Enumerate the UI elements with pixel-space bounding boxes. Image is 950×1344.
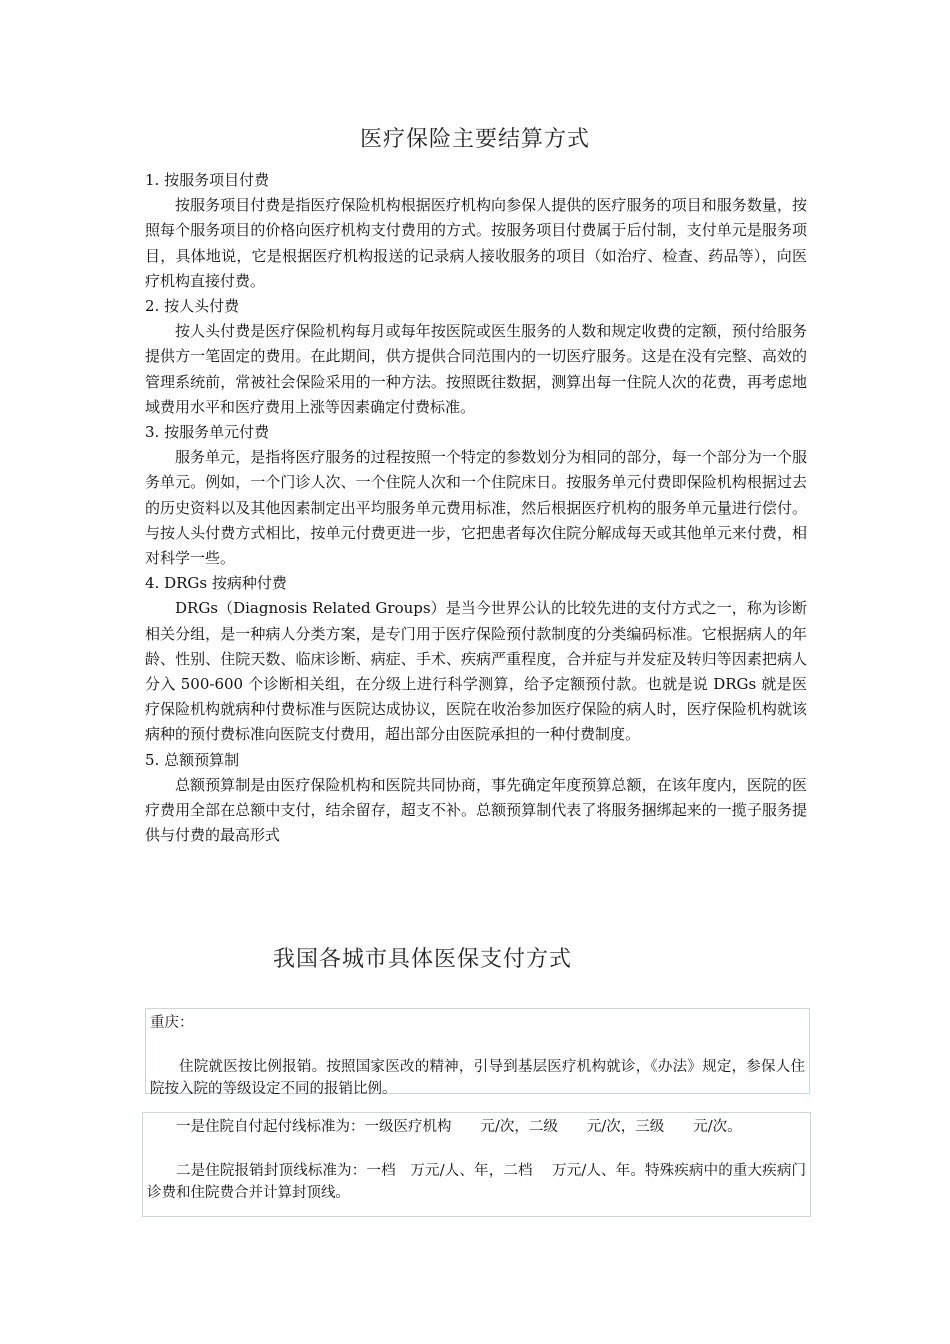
document-title: 医疗保险主要结算方式	[359, 127, 590, 152]
section-heading-3: 3. 按服务单元付费	[145, 423, 270, 442]
section-body-5: 总额预算制是由医疗保险机构和医院共同协商，事先确定年度预算总额，在该年度内，医院的医疗费用全部在总额中支付，结余留存，超支不补。总额预算制代表了将服务捆绑起来的一揽子服务提供与付费的最高形式	[145, 775, 807, 845]
threshold-text: 一是住院自付起付线标准为：一级医疗机构 元/次，二级 元/次，三级 元/次。	[176, 1119, 742, 1135]
section-heading-5: 5. 总额预算制	[145, 750, 240, 769]
section-title-cities: 我国各城市具体医保支付方式	[272, 947, 572, 972]
spacer	[147, 1138, 806, 1160]
payment-standard-box	[142, 1112, 811, 1217]
cap-text: 二是住院报销封顶线标准为：一档 万元/人、年，二档 万元/人、年。特殊疾病中的重大疾病门诊费和住院费合并计算封顶线。	[147, 1163, 806, 1201]
document-body	[145, 168, 807, 848]
section-body-1: 按服务项目付费是指医疗保险机构根据医疗机构向参保人提供的医疗服务的项目和服务数量，按照每个服务项目的价格向医疗机构支付费用的方式。按服务项目付费属于后付制，支付单元是服务项目，具体地说，它是根据医疗机构报送的记录病人接收服务的项目（如治疗、检查、药品等），向医疗机构直接付费。	[145, 196, 807, 290]
spacer	[150, 1034, 805, 1056]
section-body-4: DRGs（Diagnosis Related Groups）是当今世界公认的比较先进的支付方式之一，称为诊断相关分组，是一种病人分类方案，是专门用于医疗保险预付款制度的分类编码标准。它根据病人的年龄、性别、住院天数、临床诊断、病症、手术、疾病严重程度，合并症与并发症及转归等因素把病人分入 500-600 个诊断相关组，在分级上进行科学测算，给予定额预付款。也就是说 DRGs 就是医疗保险机构就病种付费标准与医院达成协议，医院在收治参加医疗保险的病人时，医疗保险机构就该病种的预付费标准向医院支付费用，超出部分由医院承担的一种付费制度。	[145, 599, 807, 744]
chongqing-text: 住院就医按比例报销。按照国家医改的精神，引导到基层医疗机构就诊，《办法》规定，参保人住院按入院的等级设定不同的报销比例。	[150, 1059, 805, 1097]
section-heading-1: 1. 按服务项目付费	[145, 171, 270, 189]
section-body-3: 服务单元，是指将医疗服务的过程按照一个特定的参数划分为相同的部分，每一个部分为一个服务单元。例如，一个门诊人次、一个住院人次和一个住院床日。按服务单元付费即保险机构根据过去的历史资料以及其他因素制定出平均服务单元费用标准，然后根据医疗机构的服务单元量进行偿付。与按人头付费方式相比，按单元付费更进一步，它把患者每次住院分解成每天或其他单元来付费，相对科学一些。	[145, 448, 807, 568]
section-body-2: 按人头付费是医疗保险机构每月或每年按医院或医生服务的人数和规定收费的定额，预付给服务提供方一笔固定的费用。在此期间，供方提供合同范围内的一切医疗服务。这是在没有完整、高效的管理系统前，常被社会保险采用的一种方法。按照既往数据，测算出每一住院人次的花费，再考虑地域费用水平和医疗费用上涨等因素确定付费标准。	[145, 322, 807, 416]
section-heading-4: 4. DRGs 按病种付费	[145, 574, 287, 593]
chongqing-box	[145, 1008, 810, 1097]
section-heading-2: 2. 按人头付费	[145, 297, 240, 316]
city-label: 重庆：	[150, 1015, 194, 1031]
